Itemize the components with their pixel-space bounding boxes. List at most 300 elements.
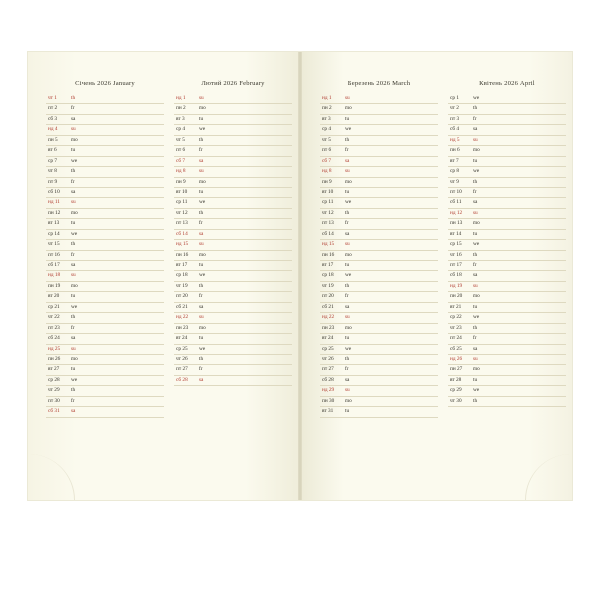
day-weekday-abbr: th (71, 95, 76, 101)
day-weekday-abbr: su (199, 168, 204, 175)
month-column-january (46, 80, 164, 418)
day-row (174, 261, 292, 271)
day-weekday-abbr: tu (199, 335, 204, 342)
day-weekday-abbr: th (473, 397, 478, 404)
day-number: вт 31 (322, 408, 334, 415)
day-row (174, 303, 292, 313)
day-weekday-abbr: su (199, 241, 204, 248)
day-number: ср 15 (450, 241, 462, 248)
day-weekday-abbr: fr (71, 105, 75, 112)
day-row (448, 240, 566, 250)
day-weekday-abbr: mo (71, 209, 78, 216)
day-row (448, 230, 566, 240)
day-number: чт 15 (48, 241, 60, 248)
day-weekday-abbr: we (473, 314, 480, 321)
day-weekday-abbr: su (345, 95, 350, 101)
day-weekday-abbr: th (473, 251, 478, 258)
day-row (320, 292, 438, 302)
day-number: вт 17 (176, 262, 188, 268)
day-number: ср 1 (450, 95, 459, 101)
day-number: нд 15 (176, 241, 189, 248)
day-number: нд 29 (322, 387, 335, 394)
day-number: пт 16 (48, 251, 60, 258)
day-row (448, 188, 566, 198)
day-number: ср 25 (176, 345, 188, 352)
day-row (320, 219, 438, 229)
day-number: чт 19 (176, 282, 188, 289)
day-number: вт 24 (322, 335, 334, 342)
day-row (174, 167, 292, 177)
day-number: сб 18 (450, 272, 462, 279)
day-weekday-abbr: mo (345, 251, 352, 258)
day-number: вт 10 (176, 188, 188, 195)
day-row (174, 324, 292, 334)
day-number: пн 30 (322, 397, 335, 404)
day-row (174, 146, 292, 156)
day-row (320, 94, 438, 104)
day-row (46, 251, 164, 261)
day-number: чт 26 (176, 355, 188, 362)
day-weekday-abbr: sa (473, 345, 478, 352)
day-row (174, 355, 292, 365)
day-number: чт 9 (450, 178, 459, 185)
day-weekday-abbr: mo (345, 397, 352, 404)
day-row (46, 397, 164, 407)
day-weekday-abbr: sa (345, 303, 350, 310)
day-weekday-abbr: su (345, 168, 350, 175)
day-row (46, 94, 164, 104)
day-weekday-abbr: tu (71, 293, 76, 300)
day-number: пн 12 (48, 209, 61, 216)
day-weekday-abbr: mo (345, 324, 352, 331)
day-row (174, 334, 292, 344)
day-weekday-abbr: su (345, 314, 350, 321)
day-weekday-abbr: su (199, 314, 204, 321)
day-list (174, 94, 292, 386)
day-row (46, 355, 164, 365)
day-weekday-abbr: fr (345, 366, 349, 373)
day-number: нд 15 (322, 241, 335, 248)
day-weekday-abbr: we (199, 126, 206, 133)
day-row (320, 397, 438, 407)
day-row (46, 230, 164, 240)
day-row (46, 261, 164, 271)
day-row (46, 125, 164, 135)
day-row (174, 282, 292, 292)
day-number: вт 20 (48, 293, 60, 300)
day-weekday-abbr: mo (473, 147, 480, 154)
day-weekday-abbr: we (473, 95, 480, 101)
day-row (320, 407, 438, 417)
day-weekday-abbr: mo (473, 366, 480, 373)
day-weekday-abbr: th (199, 209, 204, 216)
day-number: сб 17 (48, 262, 60, 268)
day-row (320, 376, 438, 386)
day-weekday-abbr: su (71, 199, 76, 206)
day-row (448, 219, 566, 229)
day-number: сб 3 (48, 115, 58, 122)
day-row (174, 219, 292, 229)
day-weekday-abbr: sa (199, 230, 204, 237)
day-number: сб 24 (48, 335, 60, 342)
day-weekday-abbr: sa (473, 199, 478, 206)
day-number: чт 5 (322, 136, 331, 143)
day-row (320, 251, 438, 261)
day-number: пн 9 (176, 178, 186, 185)
day-number: пт 6 (322, 147, 332, 154)
day-row (448, 292, 566, 302)
day-number: вт 3 (176, 115, 185, 122)
day-row (174, 115, 292, 125)
day-number: нд 8 (176, 168, 186, 175)
day-number: чт 16 (450, 251, 462, 258)
day-row (174, 240, 292, 250)
day-weekday-abbr: mo (71, 136, 78, 143)
day-weekday-abbr: th (473, 178, 478, 185)
day-row (46, 407, 164, 417)
day-number: пт 13 (322, 220, 334, 227)
day-row (320, 386, 438, 396)
day-row (46, 209, 164, 219)
day-weekday-abbr: tu (345, 408, 350, 415)
day-weekday-abbr: tu (199, 188, 204, 195)
day-weekday-abbr: we (199, 199, 206, 206)
day-row (174, 345, 292, 355)
day-number: нд 18 (48, 272, 61, 279)
day-number: ср 7 (48, 157, 57, 164)
day-weekday-abbr: su (71, 272, 76, 279)
day-weekday-abbr: mo (345, 178, 352, 185)
day-number: ср 21 (48, 303, 60, 310)
day-weekday-abbr: fr (199, 366, 203, 373)
day-number: нд 5 (450, 136, 460, 143)
day-row (174, 209, 292, 219)
month-title: Березень 2026 March (347, 80, 411, 87)
day-weekday-abbr: mo (199, 105, 206, 112)
day-number: пт 23 (48, 324, 60, 331)
day-row (320, 282, 438, 292)
day-weekday-abbr: tu (199, 262, 204, 268)
day-number: вт 17 (322, 262, 334, 268)
day-number: нд 22 (322, 314, 335, 321)
day-row (320, 271, 438, 281)
day-number: пн 2 (322, 105, 332, 112)
day-weekday-abbr: su (473, 282, 478, 289)
month-column-march (320, 80, 438, 418)
day-weekday-abbr: sa (71, 115, 76, 122)
day-row (174, 136, 292, 146)
day-weekday-abbr: tu (71, 147, 76, 154)
day-weekday-abbr: th (71, 241, 76, 248)
day-number: сб 10 (48, 188, 60, 195)
day-row (448, 178, 566, 188)
day-number: пт 27 (176, 366, 188, 373)
day-weekday-abbr: we (345, 345, 352, 352)
day-row (448, 376, 566, 386)
day-row (46, 292, 164, 302)
day-row (448, 167, 566, 177)
day-weekday-abbr: mo (199, 178, 206, 185)
day-weekday-abbr: su (473, 355, 478, 362)
day-number: сб 7 (176, 157, 186, 164)
day-weekday-abbr: mo (345, 105, 352, 112)
day-weekday-abbr: we (473, 241, 480, 248)
day-number: ср 11 (176, 199, 188, 206)
day-weekday-abbr: su (199, 95, 204, 101)
day-row (174, 157, 292, 167)
day-weekday-abbr: fr (345, 220, 349, 227)
day-row (320, 146, 438, 156)
day-weekday-abbr: fr (473, 262, 477, 268)
day-weekday-abbr: th (71, 314, 76, 321)
day-weekday-abbr: we (71, 157, 78, 164)
day-weekday-abbr: mo (71, 355, 78, 362)
month-title: Квітень 2026 April (479, 80, 535, 87)
day-row (46, 178, 164, 188)
day-weekday-abbr: tu (71, 220, 76, 227)
day-row (46, 313, 164, 323)
day-row (448, 261, 566, 271)
day-number: нд 11 (48, 199, 60, 206)
day-weekday-abbr: mo (473, 293, 480, 300)
day-list (448, 94, 566, 407)
day-weekday-abbr: tu (473, 376, 478, 383)
day-row (448, 115, 566, 125)
day-weekday-abbr: fr (345, 293, 349, 300)
day-weekday-abbr: we (473, 387, 480, 394)
day-weekday-abbr: mo (71, 282, 78, 289)
day-row (46, 136, 164, 146)
day-number: пн 16 (176, 251, 189, 258)
day-row (448, 198, 566, 208)
day-weekday-abbr: sa (199, 376, 204, 383)
day-row (46, 365, 164, 375)
day-row (46, 376, 164, 386)
day-weekday-abbr: fr (71, 397, 75, 404)
day-number: пт 17 (450, 262, 462, 268)
day-row (46, 198, 164, 208)
day-number: пт 2 (48, 105, 58, 112)
day-number: ср 18 (322, 272, 334, 279)
day-weekday-abbr: we (473, 168, 480, 175)
day-number: чт 5 (176, 136, 185, 143)
day-weekday-abbr: tu (71, 366, 76, 373)
day-weekday-abbr: we (345, 272, 352, 279)
month-title: Лютий 2026 February (201, 80, 265, 87)
day-row (46, 271, 164, 281)
day-number: пн 23 (176, 324, 189, 331)
day-row (46, 303, 164, 313)
day-number: нд 19 (450, 282, 463, 289)
day-row (320, 188, 438, 198)
day-number: ср 25 (322, 345, 334, 352)
day-number: чт 8 (48, 168, 57, 175)
day-weekday-abbr: sa (473, 126, 478, 133)
day-number: ср 29 (450, 387, 462, 394)
day-row (46, 104, 164, 114)
day-weekday-abbr: th (345, 282, 350, 289)
day-row (448, 146, 566, 156)
day-weekday-abbr: tu (473, 303, 478, 310)
day-number: вт 21 (450, 303, 462, 310)
day-row (174, 178, 292, 188)
day-weekday-abbr: sa (345, 230, 350, 237)
day-weekday-abbr: tu (345, 188, 350, 195)
day-number: пт 30 (48, 397, 60, 404)
day-row (320, 136, 438, 146)
day-weekday-abbr: fr (71, 178, 75, 185)
day-number: пн 26 (48, 355, 61, 362)
day-weekday-abbr: th (473, 324, 478, 331)
day-number: пт 3 (450, 115, 460, 122)
day-number: ср 4 (176, 126, 185, 133)
day-number: пт 9 (48, 178, 58, 185)
day-row (174, 251, 292, 261)
day-number: сб 21 (322, 303, 334, 310)
day-weekday-abbr: tu (199, 115, 204, 122)
day-row (174, 125, 292, 135)
day-row (320, 209, 438, 219)
day-number: сб 14 (322, 230, 334, 237)
book-gutter (298, 52, 302, 500)
day-weekday-abbr: th (71, 168, 76, 175)
day-row (320, 178, 438, 188)
day-number: нд 12 (450, 209, 463, 216)
day-number: пт 20 (176, 293, 188, 300)
day-weekday-abbr: we (345, 126, 352, 133)
day-number: пн 13 (450, 220, 463, 227)
day-row (448, 125, 566, 135)
day-weekday-abbr: tu (473, 230, 478, 237)
day-number: ср 18 (176, 272, 188, 279)
day-row (320, 167, 438, 177)
day-number: нд 25 (48, 345, 61, 352)
day-weekday-abbr: su (473, 209, 478, 216)
day-number: пн 6 (450, 147, 460, 154)
day-weekday-abbr: su (345, 241, 350, 248)
day-row (320, 334, 438, 344)
day-row (448, 94, 566, 104)
day-row (174, 198, 292, 208)
day-weekday-abbr: sa (71, 188, 76, 195)
day-row (320, 240, 438, 250)
day-weekday-abbr: tu (473, 157, 478, 164)
day-weekday-abbr: th (345, 355, 350, 362)
day-row (174, 271, 292, 281)
day-number: сб 7 (322, 157, 332, 164)
day-row (320, 115, 438, 125)
day-number: сб 25 (450, 345, 462, 352)
day-number: ср 14 (48, 230, 60, 237)
day-number: вт 28 (450, 376, 462, 383)
day-row (448, 324, 566, 334)
day-weekday-abbr: fr (345, 147, 349, 154)
day-number: пт 10 (450, 188, 462, 195)
day-list (320, 94, 438, 418)
day-weekday-abbr: su (71, 126, 76, 133)
day-weekday-abbr: fr (473, 188, 477, 195)
day-number: чт 19 (322, 282, 334, 289)
day-row (320, 157, 438, 167)
day-number: пт 20 (322, 293, 334, 300)
day-row (448, 397, 566, 407)
day-number: чт 12 (322, 209, 334, 216)
day-row (448, 271, 566, 281)
day-row (448, 104, 566, 114)
day-number: чт 29 (48, 387, 60, 394)
day-weekday-abbr: fr (71, 251, 75, 258)
day-row (448, 334, 566, 344)
day-row (174, 313, 292, 323)
day-row (448, 303, 566, 313)
day-row (448, 313, 566, 323)
day-weekday-abbr: th (199, 355, 204, 362)
day-number: чт 22 (48, 314, 60, 321)
day-row (320, 345, 438, 355)
day-number: нд 1 (176, 95, 186, 101)
day-weekday-abbr: th (199, 282, 204, 289)
day-number: чт 12 (176, 209, 188, 216)
day-row (46, 386, 164, 396)
day-number: вт 13 (48, 220, 60, 227)
day-row (320, 365, 438, 375)
day-number: чт 30 (450, 397, 462, 404)
day-row (46, 188, 164, 198)
day-number: сб 11 (450, 199, 462, 206)
day-number: чт 26 (322, 355, 334, 362)
day-number: пн 19 (48, 282, 61, 289)
day-number: нд 22 (176, 314, 189, 321)
day-weekday-abbr: su (345, 387, 350, 394)
day-row (46, 115, 164, 125)
day-weekday-abbr: th (345, 209, 350, 216)
day-row (46, 334, 164, 344)
day-weekday-abbr: fr (473, 115, 477, 122)
day-weekday-abbr: we (71, 303, 78, 310)
day-weekday-abbr: fr (199, 293, 203, 300)
day-weekday-abbr: th (345, 136, 350, 143)
day-weekday-abbr: fr (199, 147, 203, 154)
day-weekday-abbr: fr (199, 220, 203, 227)
day-row (320, 324, 438, 334)
day-row (174, 376, 292, 386)
day-weekday-abbr: th (199, 136, 204, 143)
day-number: ср 22 (450, 314, 462, 321)
day-weekday-abbr: fr (71, 324, 75, 331)
day-number: вт 27 (48, 366, 60, 373)
day-row (320, 355, 438, 365)
day-list (46, 94, 164, 418)
day-row (174, 104, 292, 114)
day-weekday-abbr: sa (199, 157, 204, 164)
day-weekday-abbr: mo (199, 324, 206, 331)
day-weekday-abbr: tu (345, 335, 350, 342)
day-row (46, 240, 164, 250)
day-row (320, 261, 438, 271)
day-number: пт 27 (322, 366, 334, 373)
day-row (448, 136, 566, 146)
day-row (448, 251, 566, 261)
day-number: ср 8 (450, 168, 459, 175)
day-number: нд 4 (48, 126, 58, 133)
day-row (174, 365, 292, 375)
day-number: сб 14 (176, 230, 188, 237)
day-number: сб 21 (176, 303, 188, 310)
day-number: нд 1 (322, 95, 332, 101)
day-number: пн 23 (322, 324, 335, 331)
day-row (320, 104, 438, 114)
day-row (448, 157, 566, 167)
